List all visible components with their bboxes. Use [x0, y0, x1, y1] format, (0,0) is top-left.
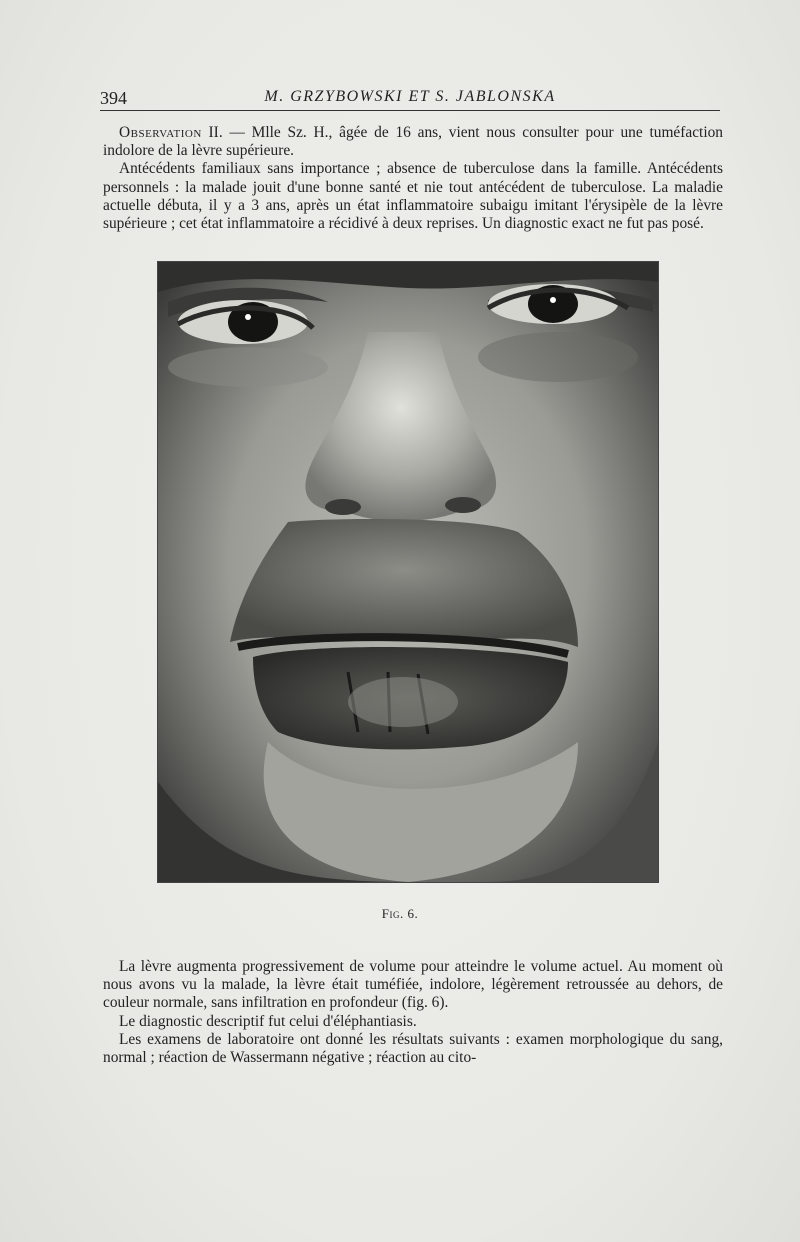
paragraph-antecedents: Antécédents familiaux sans importance ; absence de tuberculose dans la famille. Antécédents personnels : la malade jouit d'une bonne santé et nie tout antécédent de tuberculose. La maladie actuelle débuta, il y a 3 ans, après un état inflammatoire subaigu imitant l'érysipèle de la lèvre supérieure ; cet état inflammatoire a récidivé à deux reprises. Un diagnostic exact ne fut pas posé. — [103, 160, 723, 233]
paragraph-diagnosis: Le diagnostic descriptif fut celui d'éléphantiasis. — [119, 1012, 417, 1030]
paragraph-observation — [103, 124, 723, 160]
face-photograph-illustration — [158, 262, 658, 882]
bottom-text-block — [103, 958, 723, 1067]
paragraph-evolution: La lèvre augmenta progressivement de volume pour atteindre le volume actuel. Au moment où nous avons vu la malade, la lèvre était tuméfiée, indolore, légèrement retroussée au dehors, de couleur normale, sans infiltration en profondeur (fig. 6). — [103, 958, 723, 1012]
top-text-block — [103, 124, 723, 233]
observation-text: II. — Mlle Sz. H., âgée de 16 ans, vient nous consulter pour une tuméfaction indolore de la lèvre supérieure. — [103, 124, 723, 160]
running-header — [100, 86, 720, 111]
observation-label: Observation — [119, 124, 202, 141]
page-number: 394 — [100, 88, 127, 108]
figure-caption — [0, 906, 800, 922]
figure-6-photograph — [158, 262, 658, 882]
paragraph-laboratory: Les examens de laboratoire ont donné les résultats suivants : examen morphologique du sang, normal ; réaction de Wassermann négative ; réaction au cito- — [103, 1030, 723, 1067]
figure-caption-text: Fig. 6. — [381, 906, 419, 921]
running-title: M. GRZYBOWSKI ET S. JABLONSKA — [264, 88, 556, 105]
